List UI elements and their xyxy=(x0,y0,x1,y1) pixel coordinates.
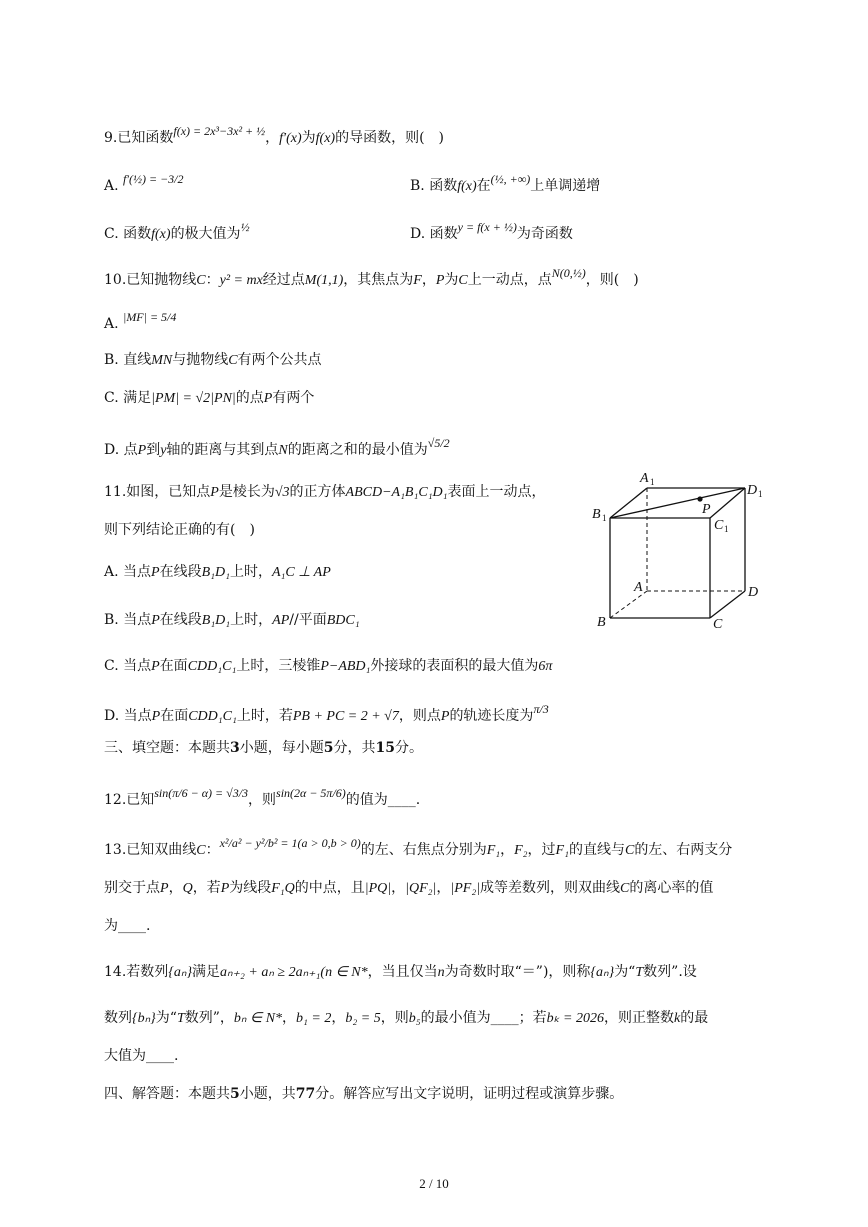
label-b: B xyxy=(597,615,606,630)
label-d: D xyxy=(748,585,759,600)
label-b1: B xyxy=(592,507,601,522)
q9-option-a: A. f′(½) = −3/2 xyxy=(104,172,184,194)
q13-line1: 13.已知双曲线C：x²/a² − y²/b² = 1(a > 0,b > 0)的左、右焦点分别为F₁，F₂，过F₁的直线与C的左、右两支分 xyxy=(104,836,733,858)
page-number: 2 / 10 xyxy=(419,1176,449,1191)
diagonal-b1d1 xyxy=(610,488,745,518)
q10-option-d: D. 点P到y轴的距离与其到点N的距离之和的最小值为√5/2 xyxy=(104,436,450,458)
svg-text:1: 1 xyxy=(602,513,607,523)
section-3-heading: 三、填空题：本题共3小题，每小题5分，共15分。 xyxy=(104,740,423,756)
q12: 12.已知sin(π/6 − α) = √3/3，则sin(2α − 5π/6)的值为____. xyxy=(104,786,421,808)
q9-stem: 9.已知函数f(x) = 2x³−3x² + ½，f′(x)为f(x)的导函数，则( ) xyxy=(104,124,445,146)
q13-line3: 为____. xyxy=(104,918,151,934)
q13-line2: 别交于点P，Q，若P为线段F₁Q的中点，且|PQ|，|QF₂|，|PF₂|成等差数列，则双曲线C的离心率的值 xyxy=(104,880,714,896)
edge-ab-hidden xyxy=(610,591,647,618)
label-p: P xyxy=(702,502,711,517)
cube-figure xyxy=(590,468,780,638)
svg-text:1: 1 xyxy=(650,477,655,487)
q14-line2: 数列{bₙ}为“T数列”，bₙ ∈ N*，b₁ = 2，b₂ = 5，则b₅的最小值为____；若bₖ = 2026，则正整数k的最 xyxy=(104,1010,709,1026)
q10-option-a: A. |MF| = 5/4 xyxy=(104,310,177,332)
q9-option-b: B. 函数f(x)在(½, +∞)上单调递增 xyxy=(410,172,601,194)
label-d1: D xyxy=(747,483,758,498)
q10-option-b: B. 直线MN与抛物线C有两个公共点 xyxy=(104,352,322,368)
q10-stem: 10.已知抛物线C：y² = mx经过点M(1,1)，其焦点为F，P为C上一动点，点N(0,½)，则( ) xyxy=(104,266,639,288)
q11-option-d: D. 当点P在面CDD₁C₁上时，若PB + PC = 2 + √7，则点P的轨迹长度为π/3 xyxy=(104,702,549,724)
q9-function: f(x) = 2x³−3x² + ½ xyxy=(173,124,266,138)
label-a: A xyxy=(634,580,643,595)
answer-blank: ____ xyxy=(387,792,416,808)
q10-option-c: C. 满足|PM| = √2|PN|的点P有两个 xyxy=(104,390,315,406)
q14-line1: 14.若数列{aₙ}满足aₙ₊₂ + aₙ ≥ 2aₙ₊₁(n ∈ N*，当且仅当n为奇数时取“＝”)，则称{aₙ}为“T数列”.设 xyxy=(104,964,697,980)
point-p xyxy=(697,496,702,501)
answer-blank: ____ xyxy=(490,1010,519,1026)
svg-text:1: 1 xyxy=(758,489,763,499)
q14-line3: 大值为____. xyxy=(104,1048,179,1064)
label-c1: C xyxy=(714,518,724,533)
q9-option-d: D. 函数y = f(x + ½)为奇函数 xyxy=(410,220,573,242)
q11-option-a: A. 当点P在线段B₁D₁上时，A₁C ⊥ AP xyxy=(104,564,331,580)
svg-text:1: 1 xyxy=(724,524,729,534)
q11-stem-line1: 11.如图，已知点P是棱长为√3的正方体ABCD−A₁B₁C₁D₁表面上一动点， xyxy=(104,484,546,500)
q11-option-c: C. 当点P在面CDD₁C₁上时，三棱锥P−ABD₁外接球的表面积的最大值为6π xyxy=(104,658,553,674)
section-4-heading: 四、解答题：本题共5小题，共77分。解答应写出文字说明，证明过程或演算步骤。 xyxy=(104,1086,624,1102)
answer-blank: ____ xyxy=(118,918,146,934)
edge-cd xyxy=(710,591,745,618)
label-c: C xyxy=(713,617,723,632)
answer-blank: ____ xyxy=(146,1048,174,1064)
q11-stem-line2: 则下列结论正确的有( ) xyxy=(104,522,255,538)
label-a1: A xyxy=(640,471,649,486)
q11-option-b: B. 当点P在线段B₁D₁上时，AP//平面BDC₁ xyxy=(104,612,360,628)
q9-option-c: C. 函数f(x)的极大值为½ xyxy=(104,220,250,242)
